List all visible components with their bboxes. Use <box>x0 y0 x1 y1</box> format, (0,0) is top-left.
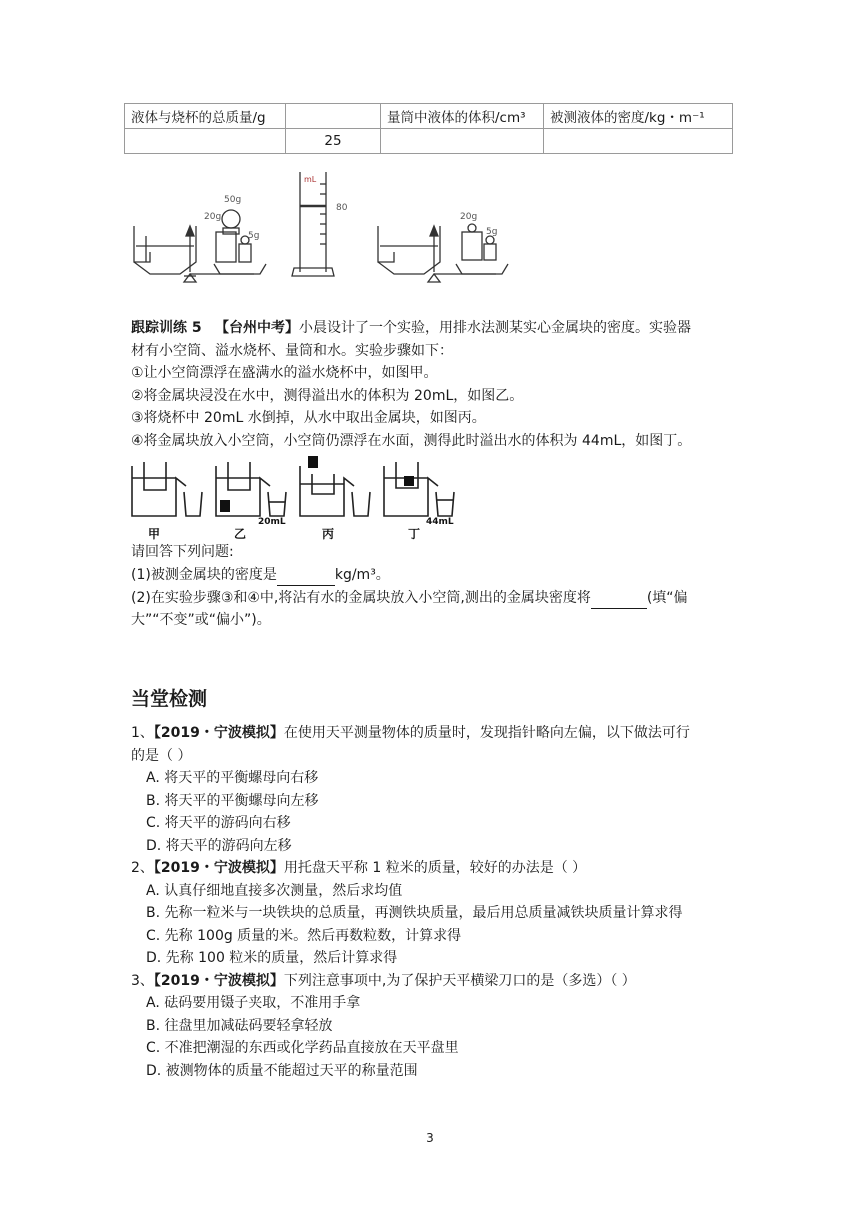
figure-label: 乙 <box>234 527 247 541</box>
mcq-option[interactable]: A. 砝码要用镊子夹取，不准用手拿 <box>146 995 361 1011</box>
table-header-row <box>125 104 733 129</box>
mcq-option[interactable]: D. 被测物体的质量不能超过天平的称量范围 <box>146 1063 418 1079</box>
question-stem: 用托盘天平称 1 粒米的质量，较好的办法是（ ） <box>283 860 587 876</box>
mcq-1-stem-line2: 的是（ ） <box>131 748 192 764</box>
question-stem: 下列注意事项中,为了保护天平横梁刀口的是（多选）（ ） <box>283 973 636 989</box>
exercise-5-intro <box>131 318 691 338</box>
volume-label: 44mL <box>426 517 454 527</box>
table-cell <box>381 129 544 154</box>
exercise-label: 跟踪训练 5 <box>131 320 202 336</box>
table-header-cell <box>286 104 381 129</box>
page-number: 3 <box>426 1131 434 1145</box>
table-header-cell: 被测液体的密度/kg・m⁻¹ <box>544 104 733 129</box>
answer-blank[interactable] <box>591 588 647 609</box>
table-header-cell: 液体与烧杯的总质量/g <box>125 104 286 129</box>
question-1-suffix: kg/m³。 <box>334 567 390 583</box>
exercise-intro-line2: 材有小空筒、溢水烧杯、量筒和水。实验步骤如下： <box>131 343 453 359</box>
data-table <box>124 103 733 154</box>
mcq-option[interactable]: C. 先称 100g 质量的米。然后再数粒数，计算求得 <box>146 928 462 944</box>
question-2-suffix: (填“偏 <box>646 590 688 606</box>
exercise-source: 【台州中考】 <box>214 320 299 336</box>
question-2 <box>131 588 688 609</box>
question-stem: 在使用天平测量物体的质量时，发现指针略向左偏，以下做法可行 <box>283 725 690 741</box>
question-number: 3、 <box>131 973 154 989</box>
table-cell <box>125 129 286 154</box>
mcq-option[interactable]: A. 认真仔细地直接多次测量，然后求均值 <box>146 883 403 899</box>
volume-label: 20mL <box>258 517 286 527</box>
question-2-prefix: (2)在实验步骤③和④中,将沾有水的金属块放入小空筒,测出的金属块密度将 <box>131 590 591 606</box>
question-1 <box>131 565 390 586</box>
table-cell: 25 <box>286 129 381 154</box>
weight-label: 20g <box>204 212 222 222</box>
exercise-step: ①让小空筒漂浮在盛满水的溢水烧杯中，如图甲。 <box>131 365 438 381</box>
overflow-cup-figure <box>128 454 468 542</box>
mcq-option[interactable]: A. 将天平的平衡螺母向右移 <box>146 770 319 786</box>
table-row <box>125 129 733 154</box>
exercise-step: ②将金属块浸没在水中，测得溢出水的体积为 20mL，如图乙。 <box>131 388 524 404</box>
mcq-option[interactable]: D. 将天平的游码向左移 <box>146 838 292 854</box>
mcq-option[interactable]: B. 将天平的平衡螺母向左移 <box>146 793 319 809</box>
weight-label: 50g <box>224 195 242 205</box>
weight-label: 5g <box>486 227 498 237</box>
answer-blank[interactable] <box>277 565 335 586</box>
section-title: 当堂检测 <box>131 688 208 710</box>
figure-label: 甲 <box>148 527 161 541</box>
question-number: 2、 <box>131 860 154 876</box>
mcq-2-stem <box>131 858 586 878</box>
mcq-option[interactable]: C. 将天平的游码向右移 <box>146 815 291 831</box>
cylinder-mark: 80 <box>336 203 348 213</box>
weight-label: 5g <box>248 231 260 241</box>
question-tag: 【2019・宁波模拟】 <box>153 725 284 741</box>
exercise-intro-text: 小晨设计了一个实验，用排水法测某实心金属块的密度。实验器 <box>298 320 691 336</box>
exercise-step: ③将烧杯中 20mL 水倒掉，从水中取出金属块，如图丙。 <box>131 410 486 426</box>
mcq-option[interactable]: D. 先称 100 粒米的质量，然后计算求得 <box>146 950 398 966</box>
table-header-cell: 量筒中液体的体积/cm³ <box>381 104 544 129</box>
table-cell <box>544 129 733 154</box>
mcq-option[interactable]: C. 不准把潮湿的东西或化学药品直接放在天平盘里 <box>146 1040 459 1056</box>
question-2-line2: 大”“不变”或“偏小”)。 <box>131 612 271 628</box>
mcq-option[interactable]: B. 往盘里加减砝码要轻拿轻放 <box>146 1018 333 1034</box>
mcq-1-stem <box>131 723 690 743</box>
balance-cylinder-figure <box>124 164 564 284</box>
figure-label: 丁 <box>408 527 421 541</box>
question-tag: 【2019・宁波模拟】 <box>153 973 284 989</box>
cylinder-unit: mL <box>304 175 317 184</box>
mcq-3-stem <box>131 971 636 991</box>
exercise-step: ④将金属块放入小空筒，小空筒仍漂浮在水面，测得此时溢出水的体积为 44mL，如图丁。 <box>131 433 692 449</box>
question-tag: 【2019・宁波模拟】 <box>153 860 284 876</box>
mcq-option[interactable]: B. 先称一粒米与一块铁块的总质量，再测铁块质量，最后用总质量减铁块质量计算求得 <box>146 905 683 921</box>
questions-prompt: 请回答下列问题: <box>131 544 234 560</box>
weight-label: 20g <box>460 212 478 222</box>
question-1-prefix: (1)被测金属块的密度是 <box>131 567 277 583</box>
figure-label: 丙 <box>322 527 335 541</box>
question-number: 1、 <box>131 725 154 741</box>
